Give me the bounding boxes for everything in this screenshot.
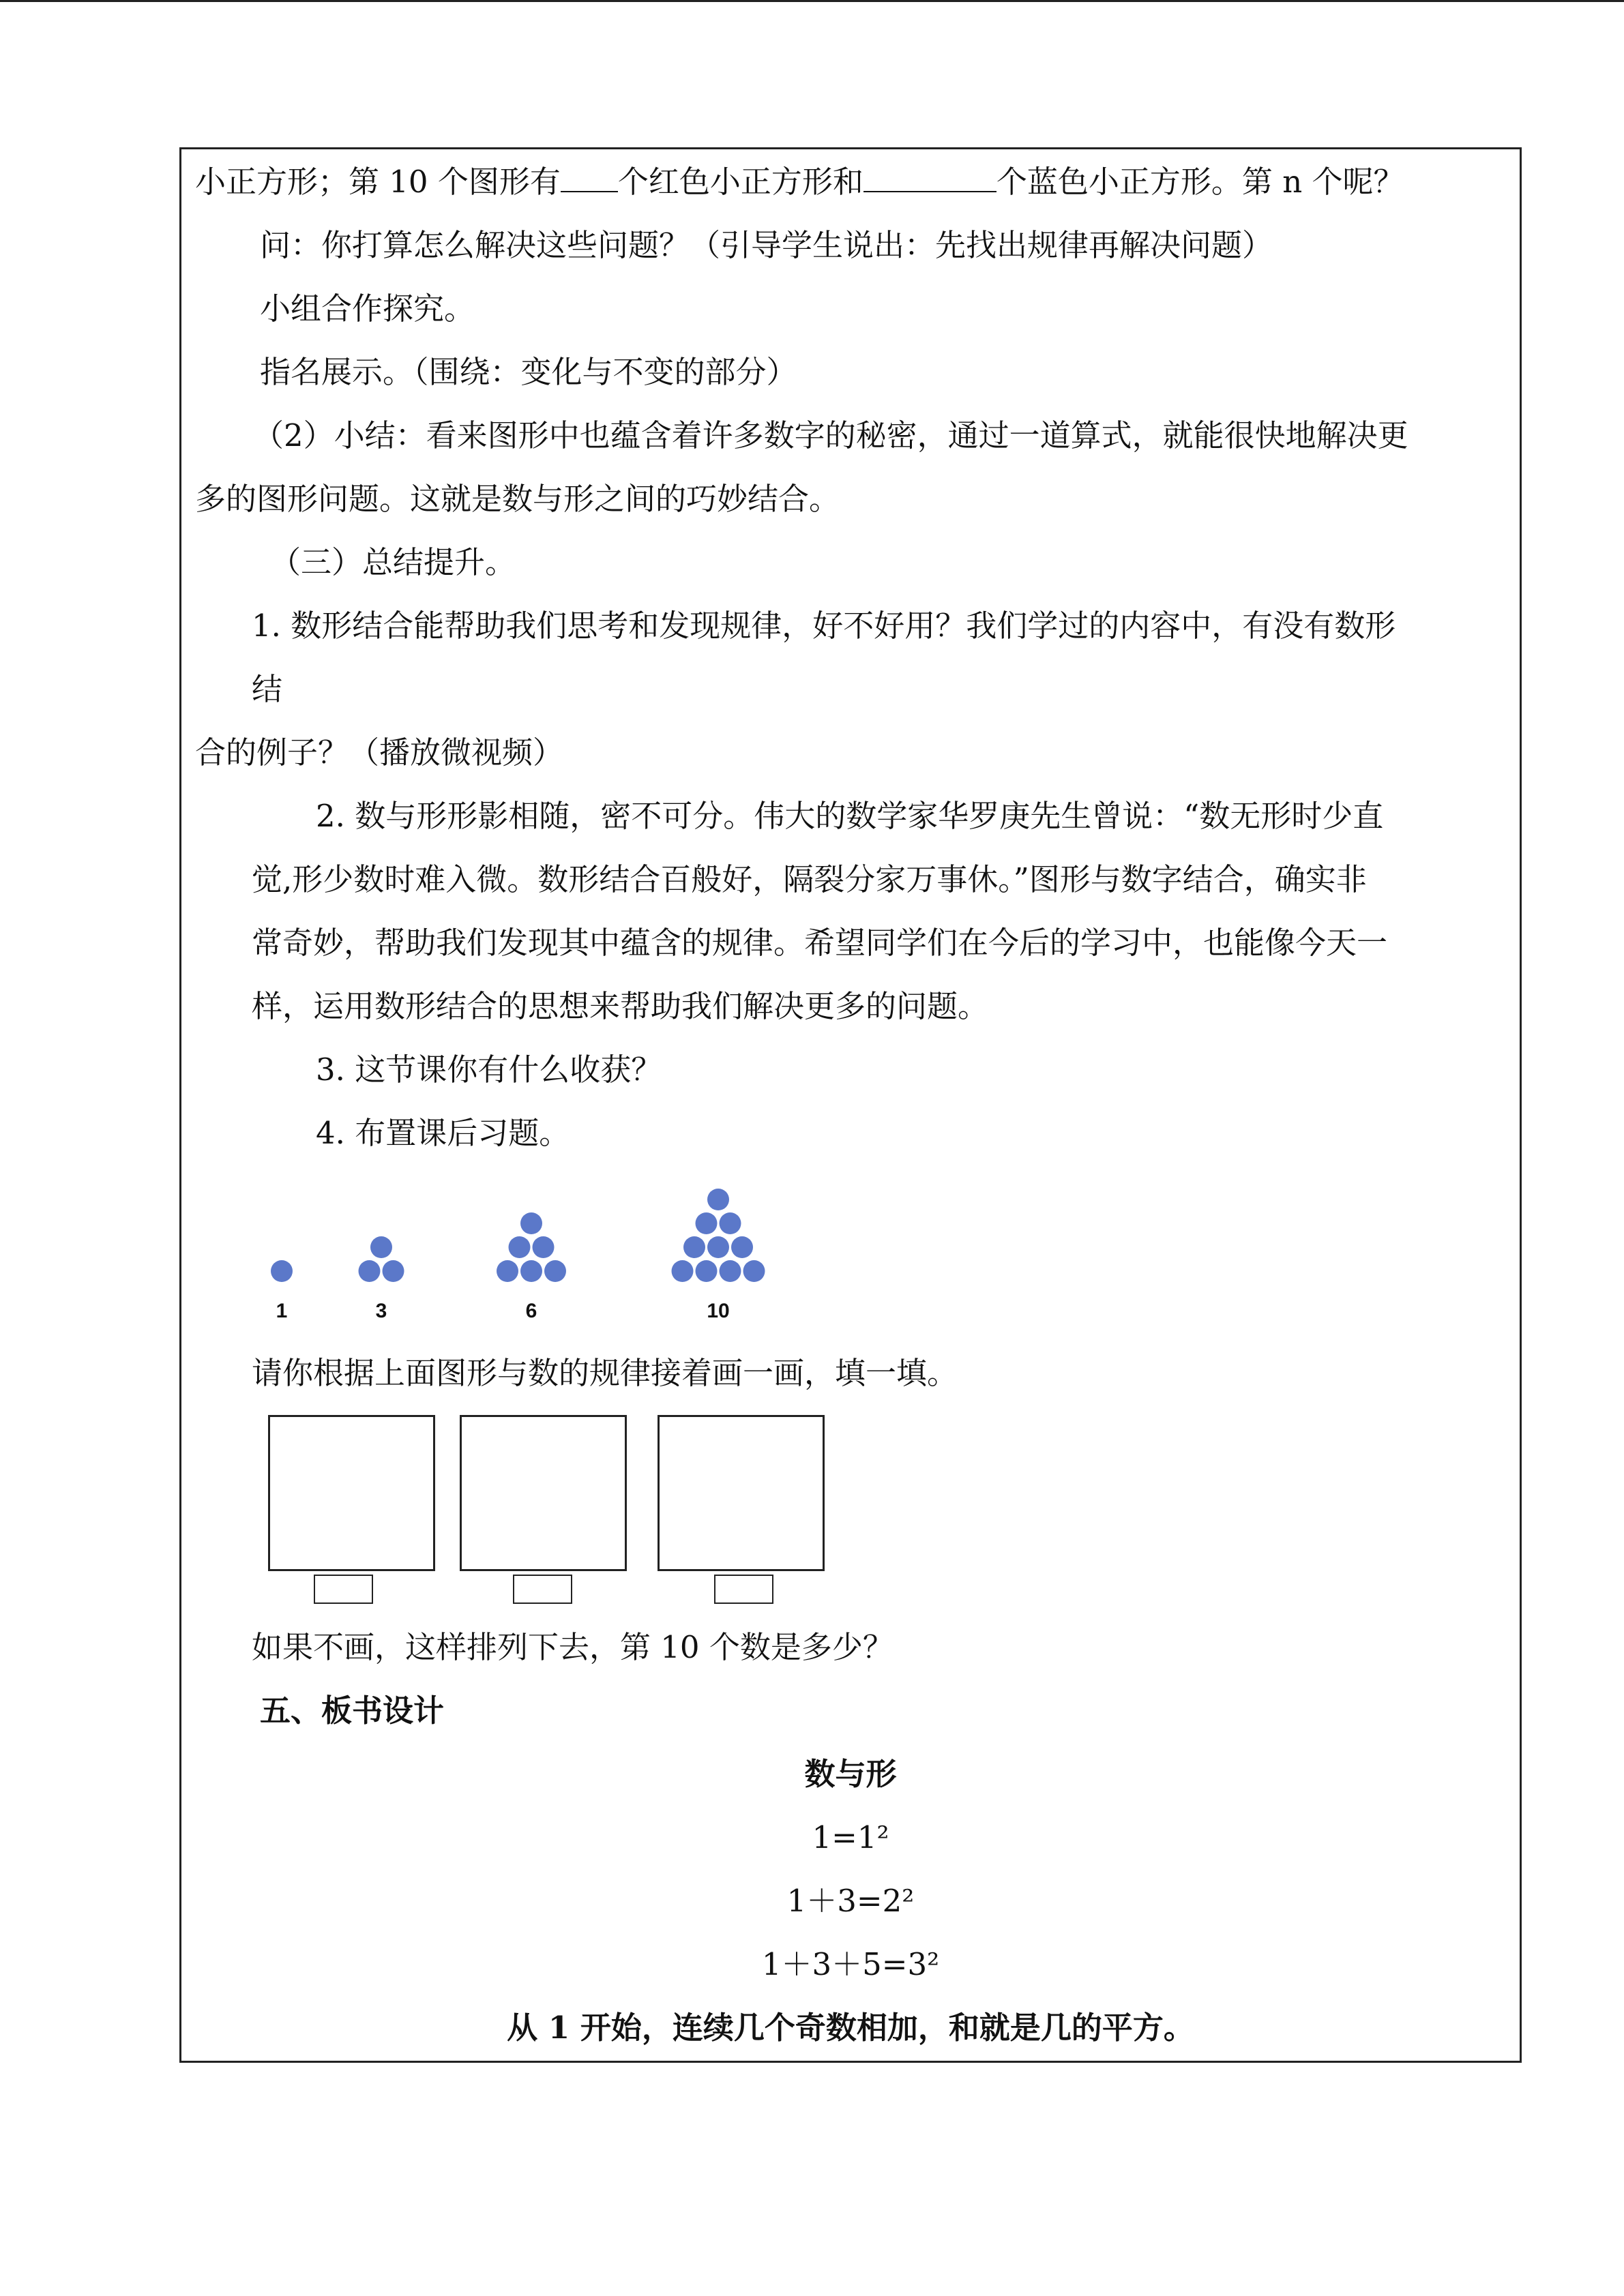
text-line-4: 指名展示。（围绕：变化与不变的部分）	[260, 354, 797, 390]
text-line-15: 3. 这节课你有什么收获？	[316, 1052, 662, 1088]
text-line-1	[195, 162, 1404, 203]
page-top-border	[0, 0, 1624, 2]
board-title: 数与形	[804, 1756, 897, 1792]
line1-part-a: 小正方形；第 10 个图形有	[195, 164, 561, 200]
text-line-11: 2. 数与形形影相随，密不可分。伟大的数学家华罗庚先生曾说：“数无形时少直	[316, 798, 1384, 834]
section-heading-board-design: 五、板书设计	[260, 1693, 445, 1729]
draw-box-2[interactable]	[460, 1415, 627, 1571]
answer-box-3[interactable]	[714, 1575, 773, 1604]
text-line-17: 请你根据上面图形与数的规律接着画一画，填一填。	[252, 1355, 958, 1391]
board-equation-3: 1＋3＋5=3²	[761, 1946, 940, 1982]
text-line-12: 觉,形少数时难入微。数形结合百般好，隔裂分家万事休。”图形与数字结合，确实非	[252, 861, 1367, 897]
board-conclusion: 从 1 开始，连续几个奇数相加，和就是几的平方。	[507, 2010, 1194, 2046]
blank-red-count	[561, 164, 618, 192]
answer-box-1[interactable]	[314, 1575, 373, 1604]
text-line-10: 合的例子？（播放微视频）	[195, 734, 564, 771]
line1-part-b: 个红色小正方形和	[617, 164, 863, 200]
text-line-16: 4. 布置课后习题。	[316, 1115, 570, 1151]
text-line-13: 常奇妙，帮助我们发现其中蕴含的规律。希望同学们在今后的学习中，也能像今天一	[252, 925, 1388, 961]
board-equation-1: 1=1²	[812, 1819, 889, 1855]
triangle-figure-label: 3	[375, 1300, 387, 1322]
text-line-8: 1. 数形结合能帮助我们思考和发现规律，好不好用？我们学过的内容中，有没有数形	[252, 608, 1396, 644]
line1-part-c: 个蓝色小正方形。第 n 个呢？	[996, 164, 1404, 200]
text-line-18: 如果不画，这样排列下去，第 10 个数是多少？	[252, 1629, 894, 1665]
text-line-14: 样，运用数形结合的思想来帮助我们解决更多的问题。	[252, 988, 989, 1024]
answer-box-2[interactable]	[513, 1575, 572, 1604]
text-line-6: 多的图形问题。这就是数与形之间的巧妙结合。	[195, 481, 840, 517]
board-equation-2: 1＋3=2²	[786, 1883, 915, 1919]
text-line-7: （三）总结提升。	[270, 544, 516, 580]
draw-box-1[interactable]	[268, 1415, 435, 1571]
blank-blue-count	[863, 164, 996, 192]
triangle-figure-label: 6	[525, 1300, 537, 1322]
triangle-figure-label: 1	[276, 1300, 288, 1322]
text-line-9: 结	[252, 671, 283, 707]
triangle-figure-label: 10	[707, 1300, 730, 1322]
text-line-2: 问：你打算怎么解决这些问题？（引导学生说出：先找出规律再解决问题）	[260, 227, 1273, 263]
draw-box-3[interactable]	[658, 1415, 825, 1571]
text-line-3: 小组合作探究。	[260, 290, 475, 327]
text-line-5: （2）小结：看来图形中也蕴含着许多数字的秘密，通过一道算式，就能很快地解决更	[253, 417, 1408, 453]
